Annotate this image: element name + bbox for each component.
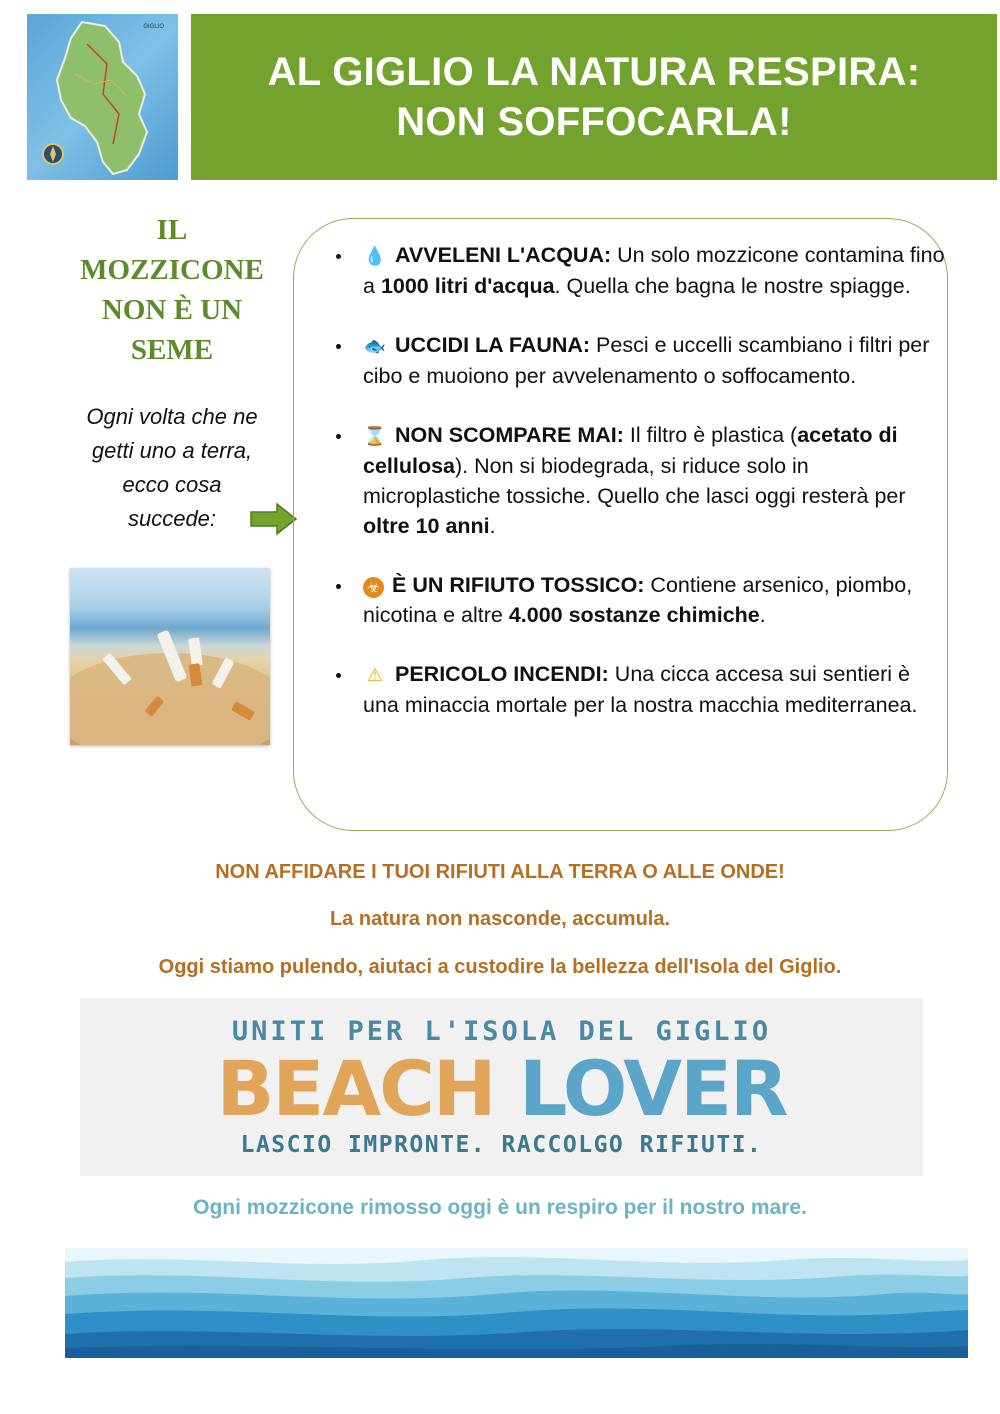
item-lead: PERICOLO INCENDI: xyxy=(395,662,609,686)
beach-lover-logo xyxy=(80,998,923,1176)
page-title xyxy=(268,47,921,147)
side-text-line: Ogni volta che ne xyxy=(86,404,258,429)
island-map-graphic xyxy=(27,14,178,180)
item-text: Il filtro è plastica ( xyxy=(623,423,798,447)
list-item xyxy=(330,330,945,391)
item-emphasis: 1000 litri d'acqua xyxy=(380,274,555,298)
side-intro-text xyxy=(66,400,278,536)
item-emphasis: 4.000 sostanze chimiche xyxy=(508,603,760,627)
item-lead: UCCIDI LA FAUNA: xyxy=(395,333,591,357)
item-text: . Quella che bagna le nostre spiagge. xyxy=(554,274,911,298)
side-title-line: NON È UN xyxy=(101,294,243,326)
item-emphasis: oltre 10 anni xyxy=(363,514,490,538)
hourglass-icon: ⌛ xyxy=(363,426,387,446)
island-map-image xyxy=(27,14,178,180)
item-text: Contiene arsenico, piombo, nicotina e altre xyxy=(363,573,913,627)
cigarette-butts-photo xyxy=(70,568,270,745)
call-to-action-line1: NON AFFIDARE I TUOI RIFIUTI ALLA TERRA O ALLE ONDE! xyxy=(215,861,785,883)
side-text-line: succede: xyxy=(127,506,217,531)
side-title-line: SEME xyxy=(130,334,214,366)
item-text: . xyxy=(759,603,766,627)
logo-word-beach: BEACH xyxy=(216,1044,495,1133)
logo-wordmark xyxy=(80,1046,923,1132)
item-lead: AVVELENI L'ACQUA: xyxy=(395,243,612,267)
logo-word-lover: LOVER xyxy=(518,1044,787,1133)
side-title-line: IL xyxy=(156,214,188,246)
droplet-icon: 💧 xyxy=(363,246,387,266)
list-item xyxy=(330,240,945,301)
item-text: . xyxy=(489,514,496,538)
list-item xyxy=(330,659,945,720)
call-to-action-line2: La natura non nasconde, accumula. xyxy=(329,908,671,930)
item-text: Pesci e uccelli scambiano i filtri per cibo e muoiono per avvelenamento o soffocamento. xyxy=(363,333,930,388)
map-label: GIGLIO xyxy=(143,24,164,30)
item-text: Una cicca accesa sui sentieri è una minaccia mortale per la nostra macchia mediterranea. xyxy=(363,662,918,717)
beach-photo-graphic xyxy=(70,568,270,745)
logo-top-text: UNITI PER L'ISOLA DEL GIGLIO xyxy=(231,1016,772,1047)
list-item xyxy=(330,570,945,630)
warning-icon: ⚠ xyxy=(366,665,384,685)
side-title-line: MOZZICONE xyxy=(80,254,264,286)
item-text: Un solo mozzicone contamina fino a xyxy=(363,243,945,298)
side-text-line: ecco cosa xyxy=(122,472,222,497)
item-lead: È UN RIFIUTO TOSSICO: xyxy=(392,573,645,597)
arrow-right-icon xyxy=(249,501,299,537)
logo-slogan: LASCIO IMPRONTE. RACCOLGO RIFIUTI. xyxy=(240,1132,763,1158)
item-text: ). Non si biodegrada, si riduce solo in microplastiche tossiche. Quello che lasci oggi resterà per xyxy=(363,454,906,508)
side-title xyxy=(66,210,278,370)
closing-tagline: Ogni mozzicone rimosso oggi è un respiro per il nostro mare. xyxy=(193,1196,807,1219)
biohazard-icon: ☣ xyxy=(363,577,384,598)
fish-icon: 🐟 xyxy=(363,336,387,356)
facts-list xyxy=(330,240,945,749)
sea-waves-graphic xyxy=(65,1248,968,1358)
item-lead: NON SCOMPARE MAI: xyxy=(395,423,624,447)
page-title-line1: AL GIGLIO LA NATURA RESPIRA: xyxy=(267,50,921,94)
page-title-line2: NON SOFFOCARLA! xyxy=(396,100,792,144)
call-to-action-line3: Oggi stiamo pulendo, aiutaci a custodire la bellezza dell'Isola del Giglio. xyxy=(158,956,842,978)
header-banner xyxy=(191,14,997,180)
list-item xyxy=(330,420,945,541)
item-emphasis: acetato di cellulosa xyxy=(363,423,898,478)
side-text-line: getti uno a terra, xyxy=(91,438,253,463)
